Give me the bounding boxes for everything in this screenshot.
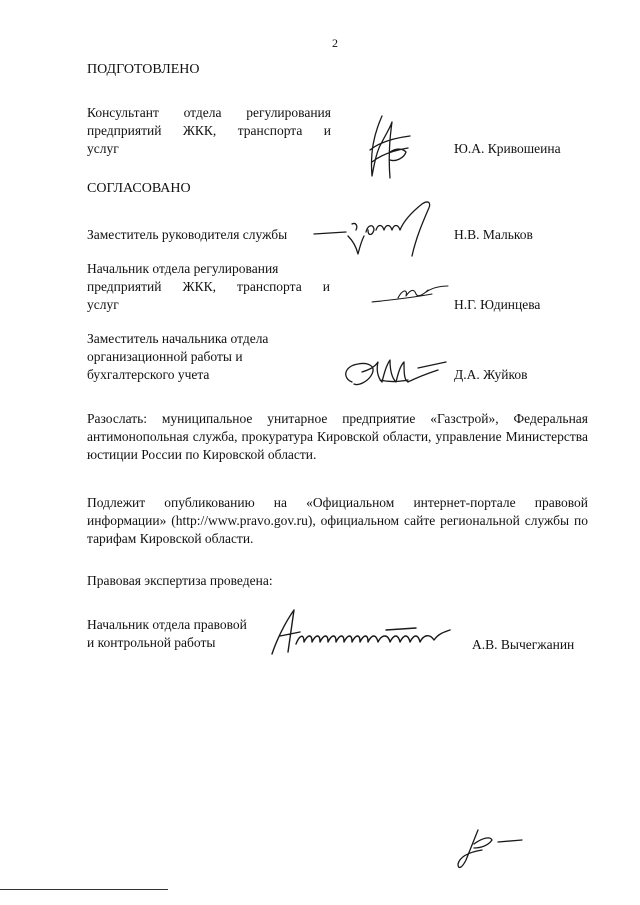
- signer-position-line: Заместитель начальника отдела: [87, 331, 269, 346]
- signer-position-line: услуг: [87, 297, 119, 312]
- prepared-position-line: Консультант отдела регулирования: [87, 105, 331, 120]
- signer-signature-zhuykov: [338, 352, 450, 392]
- prepared-heading: ПОДГОТОВЛЕНО: [87, 62, 200, 77]
- prepared-position-line: предприятий ЖКК, транспорта и: [87, 123, 331, 138]
- signer-position: Заместитель руководителя службы: [87, 227, 288, 242]
- signer-position: [87, 260, 330, 314]
- legal-review-name: А.В. Вычегжанин: [472, 637, 575, 652]
- signer-signature-yudintseva: [370, 284, 452, 308]
- agreed-heading: СОГЛАСОВАНО: [87, 181, 191, 196]
- distribution-paragraph: Разослать: муниципальное унитарное предприятие «Газстрой», Федеральная антимонопольная служба, прокуратура Кировской области, управление Министерства юстиции России по Кировской области.: [87, 411, 588, 462]
- signer-position: [87, 330, 330, 384]
- legal-review-statement: Правовая экспертиза проведена:: [87, 573, 273, 588]
- legal-review-position-line: и контрольной работы: [87, 635, 216, 650]
- legal-review-position-line: Начальник отдела правовой: [87, 617, 247, 632]
- signer-name: Н.В. Мальков: [454, 227, 533, 242]
- legal-review-position: [87, 616, 277, 652]
- publication-paragraph: Подлежит опубликованию на «Официальном интернет-портале правовой информации» (http://www.pravo.gov.ru), официальном сайте региональной службы по тарифам Кировской области.: [87, 495, 588, 546]
- prepared-name: Ю.А. Кривошеина: [454, 141, 561, 156]
- signer-position-line: организационной работы и: [87, 349, 243, 364]
- signer-position-line: Начальник отдела регулирования: [87, 261, 279, 276]
- prepared-position: [87, 104, 331, 158]
- footer-rule: [0, 889, 168, 890]
- signer-signature-malkov: [312, 196, 442, 262]
- prepared-position-line: услуг: [87, 141, 119, 156]
- initials-mark: [452, 826, 532, 874]
- signer-position-line: предприятий ЖКК, транспорта и: [87, 279, 330, 294]
- signer-position-line: бухгалтерского учета: [87, 367, 210, 382]
- page-number: 2: [332, 36, 338, 50]
- prepared-signature: [360, 112, 416, 184]
- signer-name: Н.Г. Юдинцева: [454, 297, 541, 312]
- signer-name: Д.А. Жуйков: [454, 367, 528, 382]
- legal-review-signature: [266, 606, 456, 660]
